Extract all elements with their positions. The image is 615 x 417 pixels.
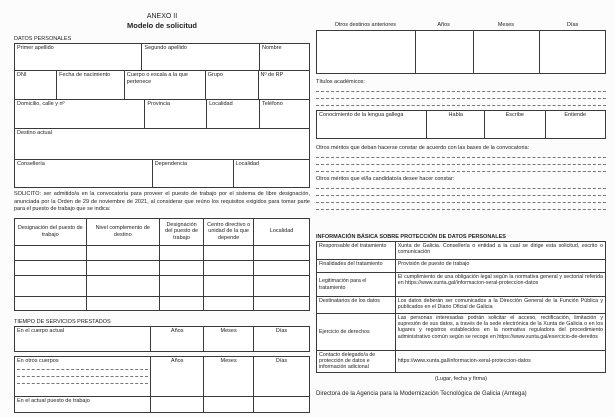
dni-field[interactable]: DNI xyxy=(17,72,27,78)
col-header-centro-directivo: Centro directivo o unidad de la que depende xyxy=(203,219,253,245)
puestos-solicitados-table xyxy=(14,218,310,311)
anos-header: Años xyxy=(437,22,450,28)
nombre-field[interactable]: Nombre xyxy=(259,44,309,70)
col-header-localidad: Localidad xyxy=(253,219,309,245)
empty-cell[interactable] xyxy=(253,276,309,296)
escribe-cell[interactable]: Escribe xyxy=(484,111,544,138)
table-row xyxy=(317,259,605,272)
empty-cell[interactable] xyxy=(253,261,309,275)
empty-cell[interactable] xyxy=(15,276,86,296)
empty-cell[interactable] xyxy=(203,276,253,296)
fecha-nacimiento-field[interactable]: Fecha de nacimiento xyxy=(56,71,124,99)
fill-in-line[interactable] xyxy=(316,202,606,203)
table-row xyxy=(317,296,605,313)
fill-in-line[interactable] xyxy=(316,195,606,196)
proteccion-datos-table xyxy=(316,241,606,373)
grupo-field[interactable]: Grupo xyxy=(205,71,258,99)
fill-in-line[interactable] xyxy=(316,91,606,92)
empty-cell[interactable] xyxy=(473,31,539,73)
table-row xyxy=(15,327,309,351)
dias-cell[interactable]: Días xyxy=(253,327,309,351)
legitimacion-value: El cumplimiento de una obligación legal según la normativa general y sectorial referida en https://www.xunta.gal/informacion-xeral-proteccion-datos xyxy=(395,273,605,296)
contacto-delegado-value: https://www.xunta.gal/informacion-xeral-proteccion-datos xyxy=(395,351,605,372)
empty-cell[interactable] xyxy=(150,397,203,412)
table-row xyxy=(317,272,605,296)
table-row xyxy=(317,350,605,372)
finalidades-value: Provisión de puesto de trabajo xyxy=(395,260,605,272)
empty-cell[interactable] xyxy=(253,297,309,310)
contacto-delegado-label: Contacto delegado/a de protección de datos e información adicional xyxy=(319,352,376,371)
empty-cell[interactable] xyxy=(203,246,253,260)
empty-cell[interactable] xyxy=(159,276,203,296)
col-header-nivel-complemento: Nivel complemento de destino xyxy=(86,219,160,245)
fill-in-line[interactable] xyxy=(17,369,148,370)
dependencia-field[interactable]: Dependencia xyxy=(152,160,233,187)
otros-destinos-label: Otros destinos anteriores xyxy=(334,22,397,28)
legitimacion-label: Legitimación para el tratamiento xyxy=(319,278,367,291)
form-title-anexo: ANEXO II xyxy=(146,13,178,20)
left-column xyxy=(14,0,310,413)
empty-cell[interactable] xyxy=(15,261,86,275)
otros-meritos-candidato-label: Otros méritos que el/la candidato/a desee hacer constar: xyxy=(316,176,455,182)
otros-meritos-bases-label: Otros méritos que deban hacerse constar de acuerdo con las bases de la convocatoria: xyxy=(316,145,530,151)
fill-in-line[interactable] xyxy=(316,105,606,106)
empty-cell[interactable] xyxy=(159,261,203,275)
habla-cell[interactable]: Habla xyxy=(426,111,484,138)
empty-table-row xyxy=(15,296,309,310)
conselleria-field[interactable]: Consellería xyxy=(17,161,45,167)
table-row xyxy=(15,44,309,70)
empty-cell[interactable] xyxy=(317,31,415,73)
fill-in-line[interactable] xyxy=(316,209,606,210)
table-row xyxy=(317,313,605,350)
table-row xyxy=(317,242,605,259)
fill-in-line[interactable] xyxy=(316,188,606,189)
otros-destinos-table xyxy=(316,30,606,74)
responsable-value: Xunta de Galicia. Consellería o entidad a la cual se dirige esta solicitud, escrito o comunicación xyxy=(395,242,605,259)
fill-in-line[interactable] xyxy=(316,171,606,172)
destinatarios-label: Destinatarios de los datos xyxy=(319,298,380,304)
empty-cell[interactable] xyxy=(86,297,160,310)
ejercicio-derechos-value: Las personas interesadas podrán solicitar el acceso, rectificación, limitación y supresión de sus datos, a través de la sede electrónica de la Xunta de Galicia o en los lugares y registros establecidos en la normativa reguladora del procedimiento administrativo común según se recoge en https://www.xunta.gal/exercicio-de-dereitos xyxy=(395,314,605,350)
dias-cell[interactable]: Días xyxy=(253,357,309,396)
proteccion-datos-title: INFORMACIÓN BÁSICA SOBRE PROTECCIÓN DE DATOS PERSONALES xyxy=(316,234,506,240)
empty-cell[interactable] xyxy=(415,31,473,73)
otros-destinos-header-row xyxy=(316,22,606,28)
solicito-paragraph: SOLICITO: ser admitido/a en la convocatoria para proveer el puesto de trabajo por el sistema de libre designación, anunciada por la Orden de 29 de noviembre de 2021, al considerar que reúno los requisitos exigidos para tomar parte para el puesto de trabajo que se indica: xyxy=(14,191,310,212)
table-row xyxy=(317,111,605,138)
segundo-apellido-field[interactable]: Segundo apellido xyxy=(141,44,259,70)
entiende-cell[interactable]: Entiende xyxy=(545,111,605,138)
finalidades-label: Finalidades del tratamiento xyxy=(319,261,383,267)
empty-cell[interactable] xyxy=(15,246,86,260)
empty-cell[interactable] xyxy=(253,397,309,412)
fill-in-line[interactable] xyxy=(316,157,606,158)
lengua-gallega-field[interactable]: Conocimiento de la lengua gallega xyxy=(319,112,404,118)
datos-personales-table xyxy=(14,43,310,188)
form-title-modelo: Modelo de solicitud xyxy=(126,21,197,30)
empty-cell[interactable] xyxy=(86,246,160,260)
destinatarios-value: Los datos deberán ser comunicados a la Dirección General de la Función Pública y publicados en el Diario Oficial de Galicia xyxy=(395,297,605,313)
domicilio-field[interactable]: Domicilio, calle y nº xyxy=(17,101,65,107)
col-header-designacion-puesto-2: Designación del puesto de trabajo xyxy=(159,219,203,245)
telefono-field[interactable]: Teléfono xyxy=(259,100,309,128)
right-column xyxy=(316,0,606,382)
empty-table-row xyxy=(15,260,309,275)
table-row xyxy=(15,357,309,396)
empty-cell[interactable] xyxy=(539,31,605,73)
table-row xyxy=(15,70,309,99)
empty-cell[interactable] xyxy=(203,297,253,310)
lugar-fecha-firma-label: (Lugar, fecha y firma) xyxy=(435,375,487,382)
footer-addressee: Directora de la Agencia para la Modernización Tecnológica de Galicia (Amtega) xyxy=(316,391,527,397)
localidad-dependencia-field[interactable]: Localidad xyxy=(233,160,309,187)
empty-table-row xyxy=(15,275,309,296)
table-row xyxy=(317,31,605,73)
empty-cell[interactable] xyxy=(15,297,86,310)
dias-header: Días xyxy=(566,22,579,28)
table-row xyxy=(15,159,309,187)
meses-cell[interactable]: Meses xyxy=(203,327,253,351)
table-row xyxy=(15,99,309,128)
fill-in-line[interactable] xyxy=(17,376,148,377)
meses-cell[interactable]: Meses xyxy=(203,357,253,396)
table-header-row xyxy=(15,219,309,245)
fill-in-line[interactable] xyxy=(316,98,606,99)
datos-personales-label: DATOS PERSONALES xyxy=(14,36,72,42)
empty-cell[interactable] xyxy=(86,261,160,275)
primer-apellido-field[interactable]: Primer apellido xyxy=(17,45,54,51)
responsable-label: Responsable del tratamiento xyxy=(319,243,387,249)
fill-in-line[interactable] xyxy=(17,383,148,384)
empty-cell[interactable] xyxy=(203,261,253,275)
otros-cuerpos-label: En otros cuerpos xyxy=(17,357,59,364)
cuerpo-actual-table xyxy=(14,326,310,352)
anos-cell[interactable]: Años xyxy=(150,357,203,396)
actual-puesto-field[interactable]: En el actual puesto de trabajo xyxy=(17,397,90,404)
empty-cell[interactable] xyxy=(86,276,160,296)
table-row xyxy=(15,396,309,412)
lengua-gallega-table xyxy=(316,110,606,139)
num-rp-field[interactable]: Nº de RP xyxy=(258,71,309,99)
empty-cell[interactable] xyxy=(253,246,309,260)
tiempo-servicios-label: TIEMPO DE SERVICIOS PRESTADOS xyxy=(14,318,111,325)
empty-cell[interactable] xyxy=(159,297,203,310)
cuerpo-actual-field[interactable]: En el cuerpo actual xyxy=(17,327,65,334)
empty-table-row xyxy=(15,245,309,260)
empty-cell[interactable] xyxy=(159,246,203,260)
cuerpo-escala-field[interactable]: Cuerpo o escala a la que pertenece xyxy=(124,71,205,99)
table-row xyxy=(15,128,309,159)
otros-cuerpos-field[interactable] xyxy=(15,357,150,396)
anos-cell[interactable]: Años xyxy=(150,327,203,351)
titulos-academicos-label: Títulos académicos: xyxy=(316,79,365,85)
empty-cell[interactable] xyxy=(203,397,253,412)
ejercicio-derechos-label: Ejercicio de derechos xyxy=(319,328,370,335)
provincia-field[interactable]: Provincia xyxy=(144,100,206,128)
meses-header: Meses xyxy=(497,22,515,28)
col-header-designacion-puesto: Designación del puesto de trabajo xyxy=(17,225,83,238)
localidad-field[interactable]: Localidad xyxy=(206,100,259,128)
destino-actual-field[interactable]: Destino actual xyxy=(17,130,52,136)
fill-in-line[interactable] xyxy=(316,164,606,165)
otros-cuerpos-table xyxy=(14,356,310,413)
